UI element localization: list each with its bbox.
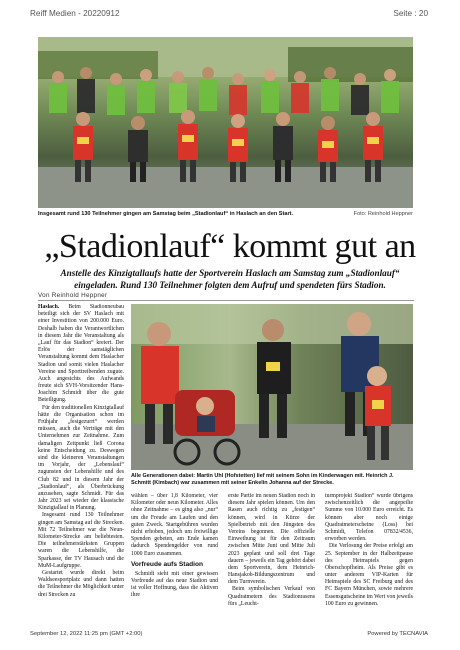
article-headline: „Stadionlauf“ kommt gut an [44, 228, 416, 265]
dateline: Haslach. [38, 304, 60, 310]
article-column-3 [228, 493, 315, 613]
article-paragraph: Die Verlosung der Preise erfolgt am 25. September in der Halbzeitpause des Heimspiels gegen Oberschopfheim. Als Preise gibt es unter anderem VIP-Karten für Heimspiele des SC Freiburg und des FC Bayern München, sowie mehrere Essensgutscheine im Wert von jeweils 100 Euro zu gewinnen. [325, 543, 413, 607]
footer-powered-by: Powered by TECNAVIA [367, 631, 428, 637]
article-column-4 [325, 493, 413, 613]
article-paragraph: Insgesamt rund 130 Teilnehmer gingen am Samstag auf die Strecken. Mit 72 Teilnehmer war die Neun-Kilometer-Strecke am beliebtesten. Die teilnehmerstärksten Gruppen waren die Lebenshilfe, die Sparkasse, der TV Hausach und die MuM-Laufgruppe. [38, 512, 124, 569]
article-paragraph [38, 304, 124, 405]
runners-start-photo [38, 37, 413, 208]
article-column-1 [38, 304, 124, 616]
article-paragraph: Beim symbolischen Verkauf von Quadratmetern des Stadionrasens fürs „Leucht- [228, 586, 315, 607]
article-lead: Anstelle des Kinzigtallaufs hatte der Sportverein Haslach am Samstag zum „Stadionlauf“ eingeladen. Rund 130 Teilnehmer folgten dem Aufruf und spendeten fürs Stadion. [60, 268, 400, 290]
family-runners-illustration [131, 304, 413, 470]
footer-timestamp: September 12, 2022 11:25 pm (GMT +2:00) [30, 631, 143, 637]
article-paragraph: erste Partie im neuen Stadion noch in diesem Jahr spielen können. Um den Rasen auch richtig zu „festigen“ können, wird in Kürze der Spielbetrieb mit den Jüngsten des Vereins begonnen. Die offizielle Einweihung ist für den Zeitraum zwischen Mitte Juni und Mitte Juli 2023 geplant und soll drei Tage dauern – jeweils ein Tag gehört dabei dem Sportverein, dem Heinrich-Hansjakob-Bildungszentrum und dem Turnverein. [228, 493, 315, 586]
article-paragraph: Gestartet wurde direkt beim Waldseesportplatz und dann hatten die Teilnehmer die Möglichkeit unter drei Strecken zu [38, 569, 124, 598]
paragraph-text: Beim Stadionneubau beteiligt sich der SV Haslach mit einer Investition von 200.000 Euro. Deshalb haben die Verantwortlichen in diesem Jahr die Veranstaltung als „Lauf für das Stadion“ kreiert. Der Erlös der samstäglichen Veranstaltung kommt dem Haslacher Stadion und somit vielen Haslacher Vereine und Sporttreibenden zugute. Auch angesichts des Aufwands freute sich SVH-Vorsitzender Hans-Joachim Schmidt über die gute Beteiligung. [38, 304, 124, 404]
article-paragraph: Für den traditionellen Kinzigtallauf hätte die Organisation schon im Frühjahr „festgezurrt“ werden müssen, auch die Verträge mit den Unternehmen zur Zeitnahme. Zum damaligen Zeitpunkt ließ Corona keine Entscheidung zu. Deswegen sind die kleineren Veranstaltungen im Vorjahr, der „Lebenslauf“ zugunsten der Lebenshilfe und des Club 82 und in diesem Jahr der „Stadionlauf“, als Überbrückung anzusehen, sagte Schmidt. Für das Jahr 2023 sei wieder der klassische Kinzigtallauf in Planung. [38, 404, 124, 512]
family-runners-photo [131, 304, 413, 470]
top-photo-credit: Foto: Reinhold Heppner [353, 211, 413, 217]
article-column-2 [131, 493, 218, 613]
header-publication: Reiff Medien - 20220912 [30, 9, 120, 18]
article-subheading: Vorfreude aufs Stadion [131, 560, 204, 568]
top-photo-caption [38, 211, 413, 217]
article-paragraph: Schmidt sieht mit einer gewissen Vorfreude auf das neue Stadion und ist voller Hoffnung, dass die Aktiven ihre [131, 570, 218, 599]
header-page-number: Seite : 20 [393, 9, 428, 18]
mid-photo-caption: Alle Generationen dabei: Martin Uhl (Hofstetten) lief mit seinem Sohn im Kinderwagen mit. Heinrich J. Schmitt (Kimbach) war zusammen mit seiner Enkelin Johanna auf der Strecke. [131, 473, 394, 486]
article-paragraph: wählen – über 1,8 Kilometer, vier Kilometer oder neun Kilometer. Alles ohne Zeitnahme – es ging also „nur“ um die Freude am Laufen und den guten Zweck. Startgebühren wurden nicht erhoben, jedoch um freiwillige Spenden gebeten, am Ende kamen dadurch Spendengelder von rund 1000 Euro zusammen. [131, 493, 218, 557]
runners-start-illustration [38, 37, 413, 208]
author-divider [38, 300, 414, 301]
top-photo-caption-text: Insgesamt rund 130 Teilnehmer gingen am Samstag beim „Stadionlauf“ in Haslach an den Start. [38, 211, 294, 217]
article-paragraph: turmprojekt Stadion“ wurde übrigens zwischenzeitlich die angepeilte Summe von 10.000 Euro erreicht. Es können aber noch einige Quadratmeterscheine (Loss) bei Schmidt, Telefon 07832/4536, erworben werden. [325, 493, 413, 543]
article-author: Von Reinhold Heppner [38, 292, 108, 299]
